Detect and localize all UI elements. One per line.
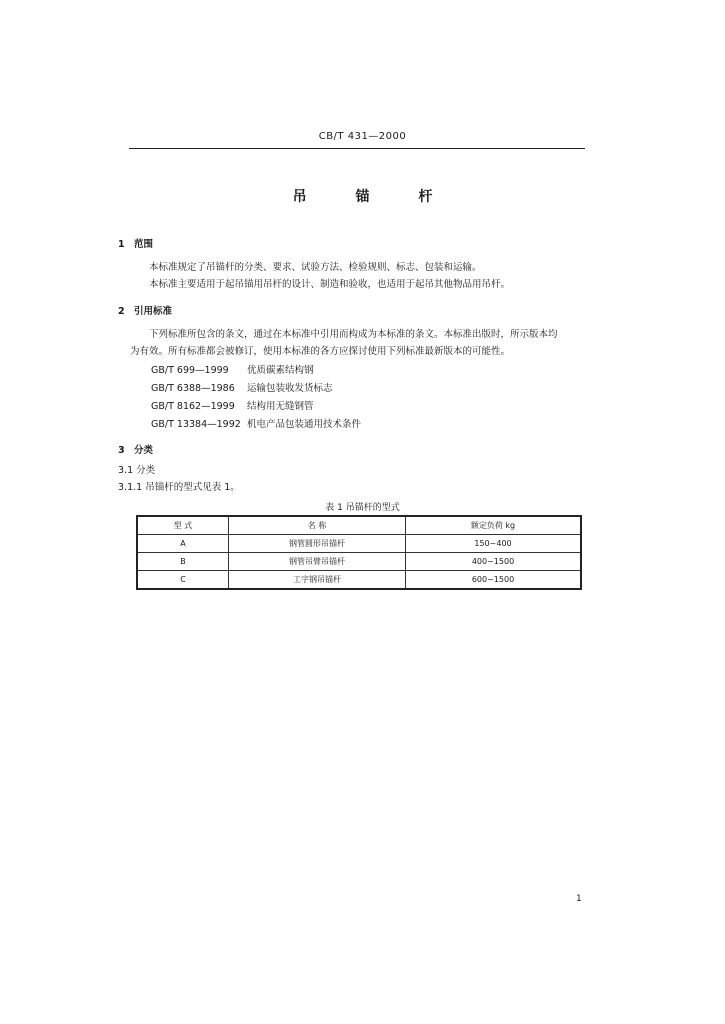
cell-type: C [137,571,229,590]
cell-load: 600~1500 [406,571,582,590]
table-row [137,571,581,590]
page-number: 1 [576,894,582,904]
reference-code: GB/T 6388—1986 [151,383,235,394]
section-1-heading [118,236,153,250]
section-title: 引用标准 [134,306,173,317]
section-title: 范围 [134,239,154,250]
cell-name: 钢管吊臂吊锚杆 [229,553,406,571]
scope-paragraph-1: 本标准规定了吊锚杆的分类、要求、试验方法、检验规则、标志、包装和运输。 [149,262,482,273]
section-3-heading [118,442,153,456]
reference-name: 结构用无缝钢管 [247,401,314,412]
subsection-3-1-1: 3.1.1 吊锚杆的型式见表 1。 [118,482,240,493]
cell-name: 钢管圆形吊锚杆 [229,535,406,553]
section-number: 2 [118,306,125,317]
cell-name: 工字钢吊锚杆 [229,571,406,590]
section-title: 分类 [134,445,154,456]
header-cell-type: 型 式 [137,516,229,535]
reference-name: 运输包装收发货标志 [247,383,333,394]
reference-item [151,380,333,394]
references-intro-line-1: 下列标准所包含的条文，通过在本标准中引用而构成为本标准的条文。本标准出版时，所示版本均 [149,329,558,340]
references-intro-line-2: 为有效。所有标准都会被修订，使用本标准的各方应探讨使用下列标准最新版本的可能性。 [130,346,511,357]
reference-code: GB/T 8162—1999 [151,401,235,412]
cell-type: A [137,535,229,553]
document-title: 吊 锚 杆 [292,189,455,205]
header-cell-name: 名 称 [229,516,406,535]
reference-item [151,362,314,376]
table-caption: 表 1 吊锚杆的型式 [325,503,400,513]
reference-item [151,416,361,430]
section-number: 3 [118,445,125,456]
standard-code-header: CB/T 431—2000 [318,131,407,142]
reference-code: GB/T 13384—1992 [151,419,241,430]
reference-code: GB/T 699—1999 [151,365,229,376]
section-number: 1 [118,239,125,250]
scope-paragraph-2: 本标准主要适用于起吊锚用吊杆的设计、制造和验收，也适用于起吊其他物品用吊杆。 [149,279,511,290]
cell-type: B [137,553,229,571]
table-row [137,535,581,553]
table-row [137,553,581,571]
table-header-row [137,516,581,535]
subsection-3-1: 3.1 分类 [118,465,156,476]
type-table [136,515,582,590]
reference-name: 机电产品包装通用技术条件 [247,419,362,430]
section-2-heading [118,303,172,317]
cell-load: 400~1500 [406,553,582,571]
header-divider [129,148,585,149]
reference-item [151,398,314,412]
reference-name: 优质碳素结构钢 [247,365,314,376]
header-cell-load: 额定负荷 kg [406,516,582,535]
cell-load: 150~400 [406,535,582,553]
